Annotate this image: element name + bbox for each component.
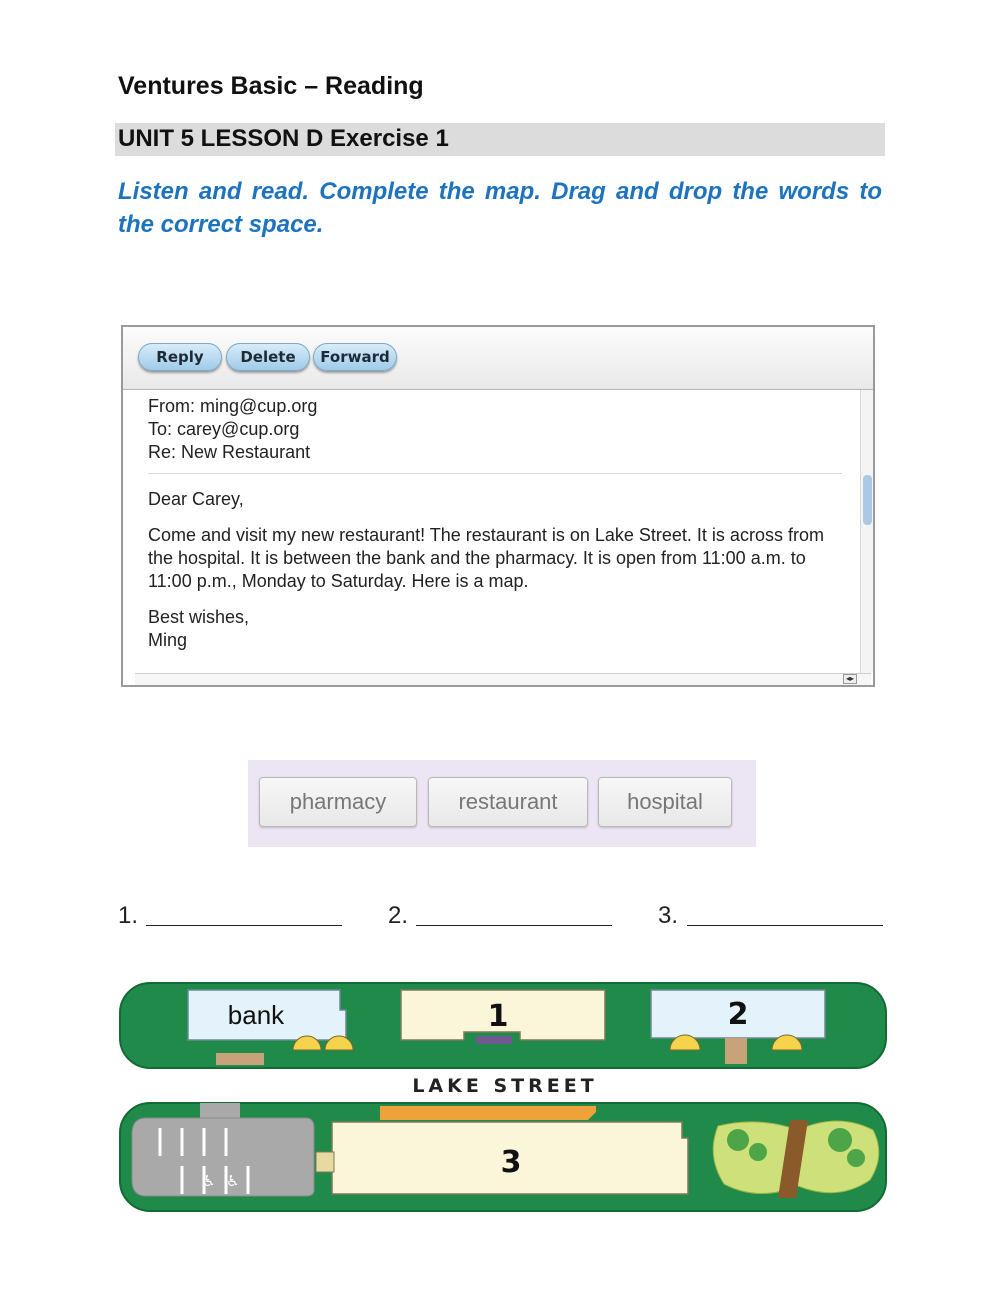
re-label: Re: xyxy=(148,442,177,462)
word-bank xyxy=(248,760,756,847)
forward-button[interactable]: Forward xyxy=(313,343,397,371)
unit-heading: UNIT 5 LESSON D Exercise 1 xyxy=(118,125,449,152)
to-label: To: xyxy=(148,419,173,439)
building-3-entrance xyxy=(316,1152,334,1172)
email-greeting: Dear Carey, xyxy=(148,489,244,509)
email-divider xyxy=(148,473,842,474)
from-value: ming@cup.org xyxy=(200,396,318,416)
email-signature: Ming xyxy=(148,630,188,650)
sidewalk-stripe xyxy=(380,1106,596,1120)
reply-button[interactable]: Reply xyxy=(138,343,222,371)
building-2-entrance xyxy=(725,1038,747,1064)
email-subject xyxy=(148,441,848,464)
vertical-scrollbar[interactable] xyxy=(860,390,873,673)
scroll-arrows-icon[interactable]: ◂▸ xyxy=(843,674,857,684)
email-body xyxy=(148,395,848,665)
street-map xyxy=(118,980,888,1215)
email-message: Come and visit my new restaurant! The restaurant is on Lake Street. It is across from the hospital. It is between the bank and the pharmacy. It is open from 11:00 a.m. to 11:00 p.m., Monday to Saturday. Here is a map. xyxy=(148,525,824,591)
to-value: carey@cup.org xyxy=(177,419,300,439)
word-chip-pharmacy[interactable]: pharmacy xyxy=(259,777,417,827)
horizontal-scrollbar[interactable] xyxy=(135,673,871,685)
answer-number-3: 3. xyxy=(658,902,679,929)
answer-slot-1[interactable] xyxy=(146,925,342,926)
accessible-parking-icon: ♿ xyxy=(202,1172,216,1190)
delete-button[interactable]: Delete xyxy=(226,343,310,371)
email-window xyxy=(121,325,875,687)
tree-icon xyxy=(749,1143,767,1161)
tree-icon xyxy=(828,1128,852,1152)
bank-label: bank xyxy=(227,1000,285,1030)
building-1-entrance xyxy=(476,1036,512,1044)
document-title: Ventures Basic – Reading xyxy=(118,72,424,100)
tree-icon xyxy=(847,1149,865,1167)
street-name: LAKE STREET xyxy=(412,1075,598,1097)
instructions: Listen and read. Complete the map. Drag and drop the words to the correct space. xyxy=(118,178,882,238)
accessible-parking-icon: ♿ xyxy=(226,1172,240,1190)
building-2-label: 2 xyxy=(727,997,749,1032)
answer-slot-2[interactable] xyxy=(416,925,612,926)
building-1-label: 1 xyxy=(487,999,509,1034)
email-closing: Best wishes, xyxy=(148,607,250,627)
tree-icon xyxy=(727,1129,749,1151)
answer-number-1: 1. xyxy=(118,902,139,929)
bank-entrance xyxy=(216,1053,264,1065)
word-chip-hospital[interactable]: hospital xyxy=(598,777,732,827)
from-label: From: xyxy=(148,396,195,416)
word-chip-restaurant[interactable]: restaurant xyxy=(428,777,588,827)
building-3-label: 3 xyxy=(500,1145,522,1180)
answer-number-2: 2. xyxy=(388,902,409,929)
email-to xyxy=(148,418,848,441)
answer-slot-3[interactable] xyxy=(687,925,883,926)
scrollbar-thumb[interactable] xyxy=(863,475,872,525)
email-toolbar xyxy=(123,327,873,390)
email-from xyxy=(148,395,848,418)
re-value: New Restaurant xyxy=(181,442,311,462)
